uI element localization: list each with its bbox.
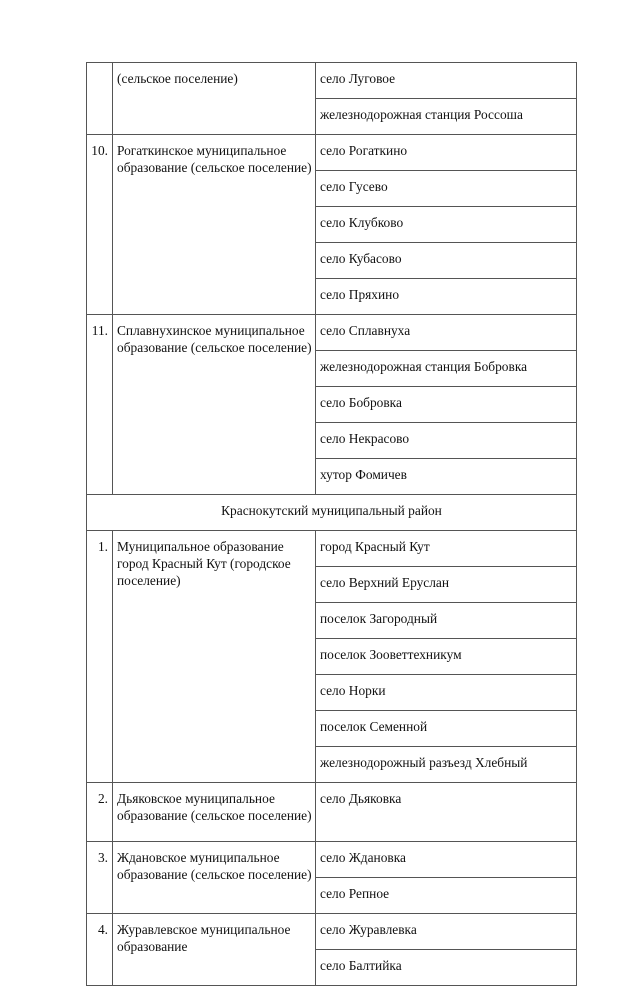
settlement-name: село Кубасово [316, 243, 577, 279]
settlement-name: хутор Фомичев [316, 459, 577, 495]
row-number: 3. [87, 842, 113, 914]
row-number: 11. [87, 315, 113, 495]
settlement-name: село Сплавнуха [316, 315, 577, 351]
municipality-name: Дьяковское муниципальное образование (сельское поселение) [113, 783, 316, 842]
settlement-name: село Бобровка [316, 387, 577, 423]
municipality-name: Рогаткинское муниципальное образование (сельское поселение) [113, 135, 316, 315]
row-number: 4. [87, 914, 113, 986]
settlement-name: село Гусево [316, 171, 577, 207]
settlement-name: село Рогаткино [316, 135, 577, 171]
municipality-name: Муниципальное образование город Красный Кут (городское поселение) [113, 531, 316, 783]
row-number [87, 63, 113, 135]
settlement-name: поселок Зооветтехникум [316, 639, 577, 675]
settlement-name: село Дьяковка [316, 783, 577, 842]
settlement-name: село Журавлевка [316, 914, 577, 950]
table-row [87, 914, 577, 950]
settlement-name: село Некрасово [316, 423, 577, 459]
table-row [87, 135, 577, 171]
section-heading: Краснокутский муниципальный район [87, 495, 577, 531]
table-row [87, 63, 577, 99]
settlement-name: город Красный Кут [316, 531, 577, 567]
settlement-name: железнодорожная станция Бобровка [316, 351, 577, 387]
municipality-name: Сплавнухинское муниципальное образование (сельское поселение) [113, 315, 316, 495]
settlement-name: село Луговое [316, 63, 577, 99]
section-row [87, 495, 577, 531]
table-row [87, 315, 577, 351]
settlement-name: железнодорожная станция Россоша [316, 99, 577, 135]
settlement-name: село Балтийка [316, 950, 577, 986]
settlement-name: железнодорожный разъезд Хлебный [316, 747, 577, 783]
settlement-name: село Ждановка [316, 842, 577, 878]
row-number: 10. [87, 135, 113, 315]
settlement-name: село Норки [316, 675, 577, 711]
row-number: 2. [87, 783, 113, 842]
settlement-name: поселок Загородный [316, 603, 577, 639]
settlement-name: село Верхний Еруслан [316, 567, 577, 603]
settlement-name: село Пряхино [316, 279, 577, 315]
settlement-name: село Репное [316, 878, 577, 914]
settlements-table [86, 62, 577, 986]
settlement-name: поселок Семенной [316, 711, 577, 747]
settlement-name: село Клубково [316, 207, 577, 243]
table-row [87, 531, 577, 567]
table-row [87, 783, 577, 842]
municipality-name: Ждановское муниципальное образование (сельское поселение) [113, 842, 316, 914]
row-number: 1. [87, 531, 113, 783]
table-body [87, 63, 577, 986]
municipality-name: (сельское поселение) [113, 63, 316, 135]
municipality-name: Журавлевское муниципальное образование [113, 914, 316, 986]
table-row [87, 842, 577, 878]
